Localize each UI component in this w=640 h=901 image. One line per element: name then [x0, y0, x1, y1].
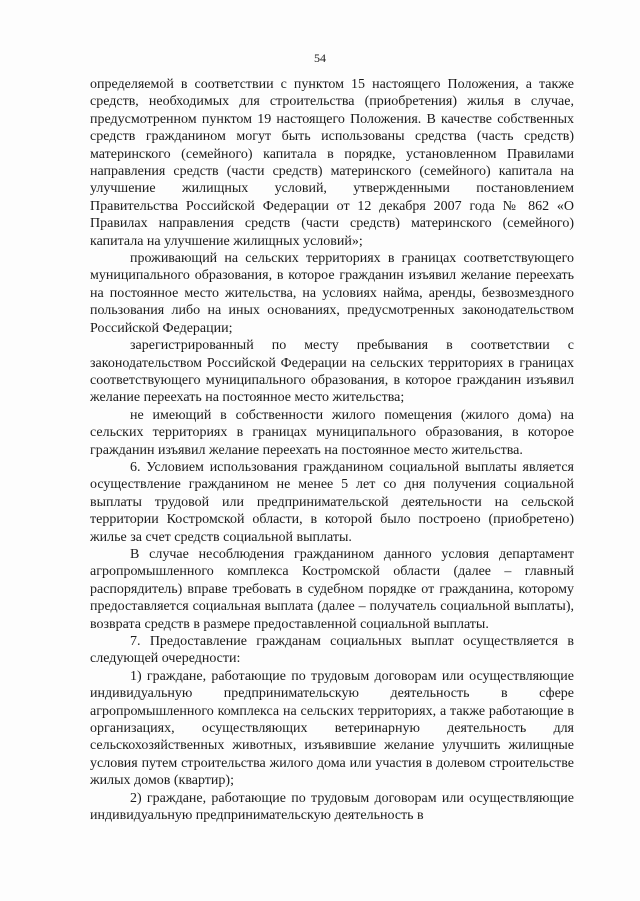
paragraph-item-6: 6. Условием использования гражданином социальной выплаты является осуществление гражданином не менее 5 лет со дня получения социальной выплаты трудовой или предпринимательской деятельности на сельской территории Костромской области, в которой было построено (приобретено) жилье за счет средств социальной выплаты. [90, 459, 574, 545]
paragraph: определяемой в соответствии с пунктом 15 настоящего Положения, а также средств, необходимых для строительства (приобретения) жилья в случае, предусмотренном пунктом 19 настоящего Положения. В качестве собственных средств гражданином могут быть использованы средства (часть средств) материнского (семейного) капитала в порядке, установленном Правилами направления средств (части средств) материнского (семейного) капитала на улучшение жилищных условий, утвержденными постановлением Правительства Российской Федерации от 12 декабря 2007 года № 862 «О Правилах направления средств (части средств) материнского (семейного) капитала на улучшение жилищных условий»; [90, 77, 574, 249]
paragraph: не имеющий в собственности жилого помещения (жилого дома) на сельских территориях в границах муниципального образования, в которое гражданин изъявил желание переехать на постоянное место жительства. [90, 407, 574, 458]
paragraph: В случае несоблюдения гражданином данного условия департамент агропромышленного комплекса Костромской области (далее – главный распорядитель) вправе требовать в судебном порядке от гражданина, которому предоставляется социальная выплата (далее – получатель социальной выплаты), возврата средств в размере предоставленной социальной выплаты. [90, 546, 574, 632]
list-item: 1) граждане, работающие по трудовым договорам или осуществляющие индивидуальную предпринимательскую деятельность в сфере агропромышленного комплекса на сельских территориях, а также работающие в организациях, осуществляющих ветеринарную деятельность для сельскохозяйственных животных, изъявившие желание улучшить жилищные условия путем строительства жилого дома или участия в долевом строительстве жилых домов (квартир); [90, 668, 574, 789]
paragraph-item-7: 7. Предоставление гражданам социальных выплат осуществляется в следующей очередности: [90, 634, 574, 667]
list-item: 2) граждане, работающие по трудовым договорам или осуществляющие индивидуальную предпринимательскую деятельность в [90, 790, 574, 824]
paragraph: зарегистрированный по месту пребывания в соответствии с законодательством Российской Федерации на сельских территориях в границах соответствующего муниципального образования, в которое гражданин изъявил желание переехать на постоянное место жительства; [90, 338, 574, 406]
page-number: 54 [314, 51, 326, 65]
paragraph: проживающий на сельских территориях в границах соответствующего муниципального образования, в которое гражданин изъявил желание переехать на постоянное место жительства, на условиях найма, аренды, безвозмездного пользования либо на иных основаниях, предусмотренных законодательством Российской Федерации; [90, 251, 574, 336]
document-body [90, 76, 574, 824]
